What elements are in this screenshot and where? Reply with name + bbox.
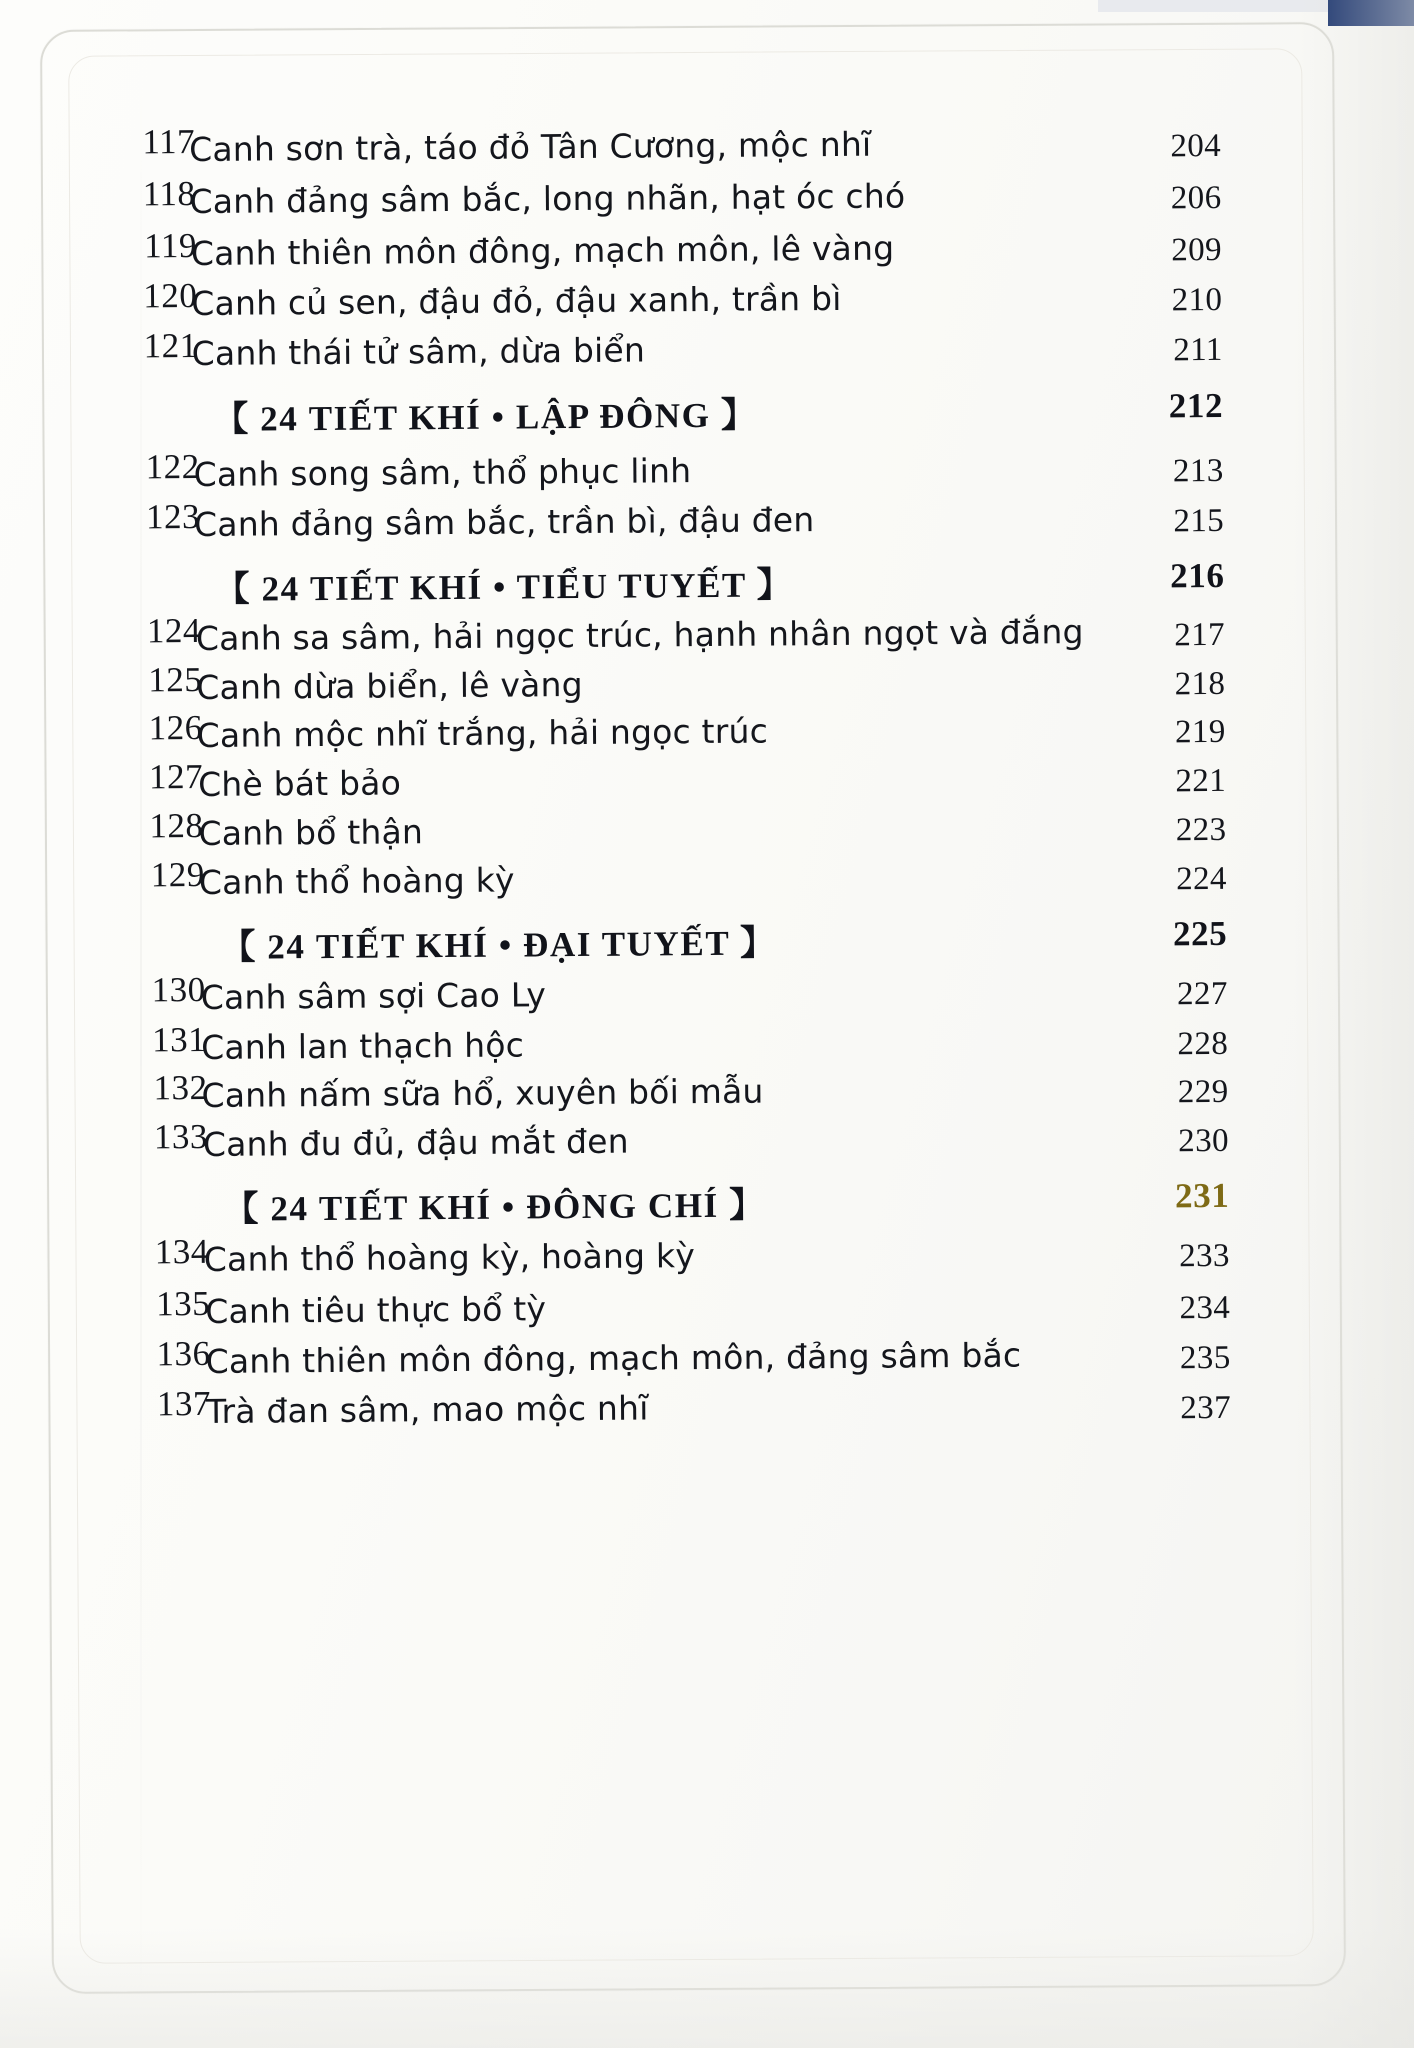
- toc-item-title[interactable]: Canh củ sen, đậu đỏ, đậu xanh, trần bì: [191, 278, 842, 324]
- toc-item-title[interactable]: Canh dừa biển, lê vàng: [196, 664, 583, 707]
- toc-item-page-number: 224: [1176, 860, 1228, 898]
- toc-item-page-number: 215: [1173, 502, 1225, 540]
- toc-item-title[interactable]: Canh bổ thận: [198, 812, 424, 853]
- toc-item-page-number: 217: [1174, 616, 1226, 654]
- toc-item-number: 129: [150, 854, 205, 895]
- toc-section-heading[interactable]: 【 24 TIẾT KHÍ • TIỂU TUYẾT 】: [214, 565, 794, 609]
- toc-item-page-number: 233: [1178, 1237, 1230, 1275]
- toc-item-number: 127: [148, 756, 204, 797]
- toc-item-page-number: 223: [1175, 811, 1227, 849]
- toc-item-page-number: 210: [1171, 281, 1223, 319]
- toc-section-page-number: 231: [1174, 1175, 1230, 1216]
- toc-section-heading[interactable]: 【 24 TIẾT KHÍ • ĐÔNG CHÍ 】: [223, 1185, 766, 1229]
- toc-item-number: 119: [144, 225, 198, 266]
- toc-section-heading[interactable]: 【 24 TIẾT KHÍ • ĐẠI TUYẾT 】: [220, 923, 777, 967]
- toc-item-title[interactable]: Canh tiêu thực bổ tỳ: [205, 1289, 547, 1331]
- toc-item-page-number: 206: [1170, 179, 1222, 217]
- toc-item-page-number: 235: [1179, 1339, 1231, 1377]
- toc-item-number: 131: [151, 1019, 207, 1060]
- toc-item-page-number: 227: [1176, 975, 1228, 1013]
- toc-section-page-number: 212: [1168, 385, 1224, 426]
- toc-item-page-number: 234: [1179, 1289, 1231, 1327]
- toc-item-number: 121: [143, 325, 198, 366]
- toc-item-page-number: 237: [1180, 1389, 1232, 1427]
- toc-item-title[interactable]: Canh đảng sâm bắc, trần bì, đậu đen: [193, 500, 815, 545]
- toc-item-title[interactable]: Trà đan sâm, mao mộc nhĩ: [205, 1388, 649, 1431]
- toc-item-title[interactable]: Canh nấm sữa hổ, xuyên bối mẫu: [201, 1071, 764, 1115]
- toc-item-number: 130: [151, 969, 206, 1010]
- toc-item-number: 124: [146, 610, 202, 651]
- toc-item-page-number: 213: [1172, 452, 1224, 490]
- toc-item-title[interactable]: Canh sơn trà, táo đỏ Tân Cương, mộc nhĩ: [188, 124, 872, 170]
- toc-item-title[interactable]: Canh đu đủ, đậu mắt đen: [202, 1121, 629, 1164]
- toc-item-page-number: 219: [1174, 713, 1226, 751]
- toc-item-number: 125: [148, 659, 203, 700]
- toc-item-number: 136: [156, 1333, 211, 1374]
- toc-item-number: 128: [149, 805, 204, 846]
- toc-item-title[interactable]: Canh song sâm, thổ phục linh: [193, 451, 692, 495]
- toc-item-page-number: 204: [1170, 127, 1222, 165]
- toc-item-page-number: 228: [1177, 1025, 1229, 1063]
- toc-item-title[interactable]: Chè bát bảo: [197, 763, 402, 804]
- toc-item-title[interactable]: Canh thiên môn đông, mạch môn, lê vàng: [190, 228, 895, 274]
- toc-item-title[interactable]: Canh thổ hoàng kỳ, hoàng kỳ: [203, 1236, 696, 1279]
- toc-item-number: 117: [142, 121, 196, 162]
- toc-item-title[interactable]: Canh đảng sâm bắc, long nhãn, hạt óc chó: [189, 176, 906, 222]
- toc-item-page-number: 221: [1175, 762, 1227, 800]
- toc-item-number: 123: [145, 496, 201, 537]
- toc-item-title[interactable]: Canh sâm sợi Cao Ly: [200, 975, 547, 1017]
- toc-item-number: 133: [153, 1116, 209, 1157]
- toc-item-page-number: 211: [1173, 331, 1223, 369]
- toc-item-title[interactable]: Canh sa sâm, hải ngọc trúc, hạnh nhân ngọt và đắng: [195, 612, 1084, 659]
- toc-item-page-number: 229: [1177, 1073, 1229, 1111]
- toc-item-number: 134: [154, 1231, 209, 1272]
- toc-item-number: 137: [156, 1383, 212, 1424]
- toc-section-heading[interactable]: 【 24 TIẾT KHÍ • LẬP ĐÔNG 】: [213, 395, 758, 439]
- toc-item-number: 122: [145, 446, 200, 487]
- toc-section-page-number: 225: [1172, 913, 1228, 954]
- toc-item-number: 126: [148, 707, 203, 748]
- toc-item-title[interactable]: Canh mộc nhĩ trắng, hải ngọc trúc: [196, 711, 769, 755]
- toc-section-page-number: 216: [1170, 555, 1225, 596]
- toc-item-title[interactable]: Canh thái tử sâm, dừa biển: [191, 330, 646, 374]
- toc-item-number: 118: [142, 173, 196, 214]
- toc-item-page-number: 230: [1178, 1122, 1230, 1160]
- toc-item-page-number: 209: [1171, 231, 1223, 269]
- toc-item-number: 120: [143, 275, 198, 316]
- toc-item-title[interactable]: Canh thiên môn đông, mạch môn, đảng sâm bắc: [205, 1335, 1022, 1381]
- toc-item-number: 135: [156, 1283, 211, 1324]
- toc-item-title[interactable]: Canh lan thạch hộc: [201, 1025, 525, 1067]
- toc-item-page-number: 218: [1174, 665, 1226, 703]
- toc-item-number: 132: [153, 1067, 208, 1108]
- toc-item-title[interactable]: Canh thổ hoàng kỳ: [198, 860, 515, 902]
